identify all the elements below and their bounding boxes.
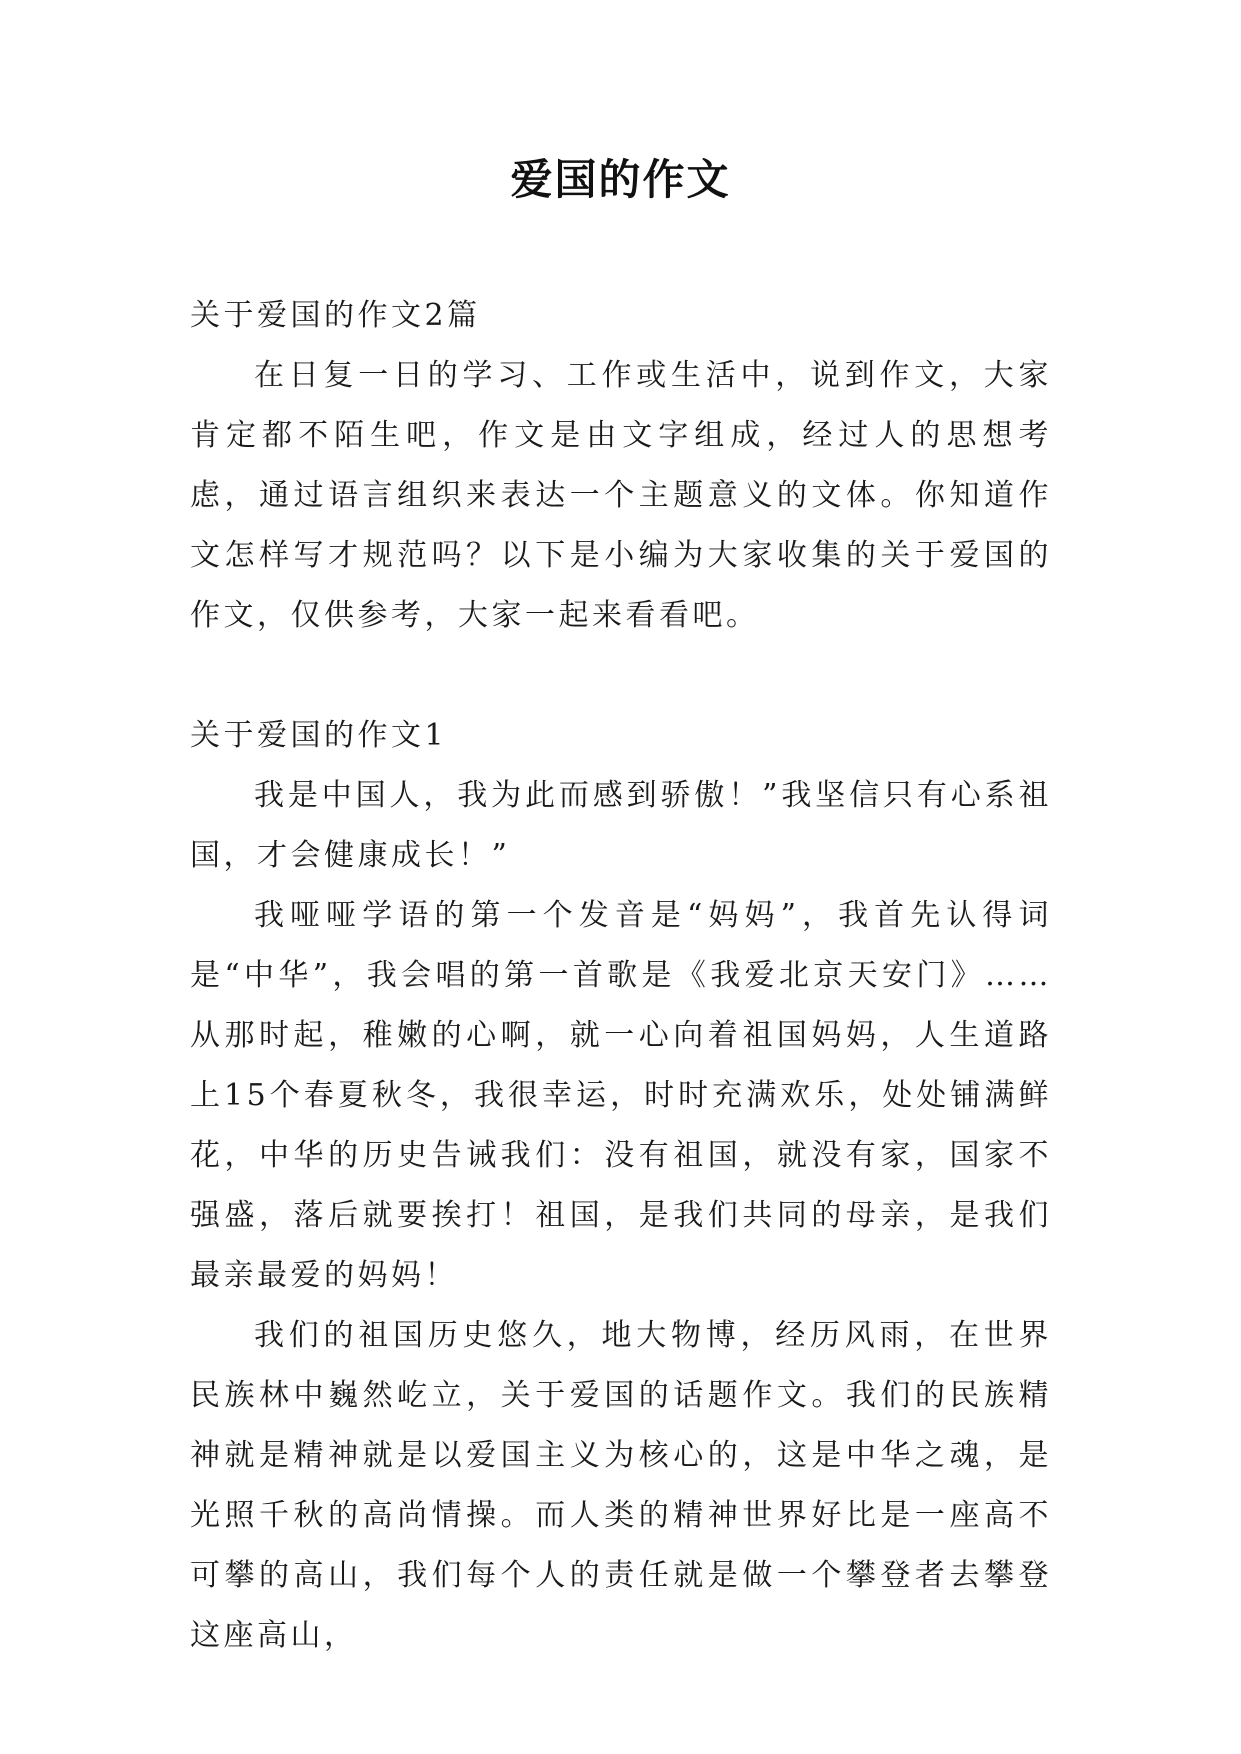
document-title: 爱国的作文 (510, 155, 731, 204)
essay1-paragraph: 我们的祖国历史悠久，地大物博，经历风雨，在世界民族林中巍然屹立，关于爱国的话题作文。我们的民族精神就是精神就是以爱国主义为核心的，这是中华之魂，是光照千秋的高尚情操。而人类的精神世界好比是一座高不可攀的高山，我们每个人的责任就是做一个攀登者去攀登这座高山， (190, 1318, 1052, 1653)
essay1-paragraph: 我是中国人，我为此而感到骄傲！”我坚信只有心系祖国，才会健康成长！” (190, 778, 1052, 873)
essay1-paragraph: 我哑哑学语的第一个发音是“妈妈”，我首先认得词是“中华”，我会唱的第一首歌是《我爱北京天安门》……从那时起，稚嫩的心啊，就一心向着祖国妈妈，人生道路上15个春夏秋冬，我很幸运，时时充满欢乐，处处铺满鲜花，中华的历史告诫我们：没有祖国，就没有家，国家不强盛，落后就要挨打！祖国，是我们共同的母亲，是我们最亲最爱的妈妈！ (190, 898, 1052, 1293)
document-body (190, 286, 1052, 1666)
essay1-heading: 关于爱国的作文1 (190, 718, 448, 753)
intro-paragraph: 在日复一日的学习、工作或生活中，说到作文，大家肯定都不陌生吧，作文是由文字组成，经过人的思想考虑，通过语言组织来表达一个主题意义的文体。你知道作文怎样写才规范吗？以下是小编为大家收集的关于爱国的作文，仅供参考，大家一起来看看吧。 (190, 358, 1052, 633)
intro-heading: 关于爱国的作文2篇 (190, 298, 481, 333)
section-spacer (190, 646, 1052, 706)
